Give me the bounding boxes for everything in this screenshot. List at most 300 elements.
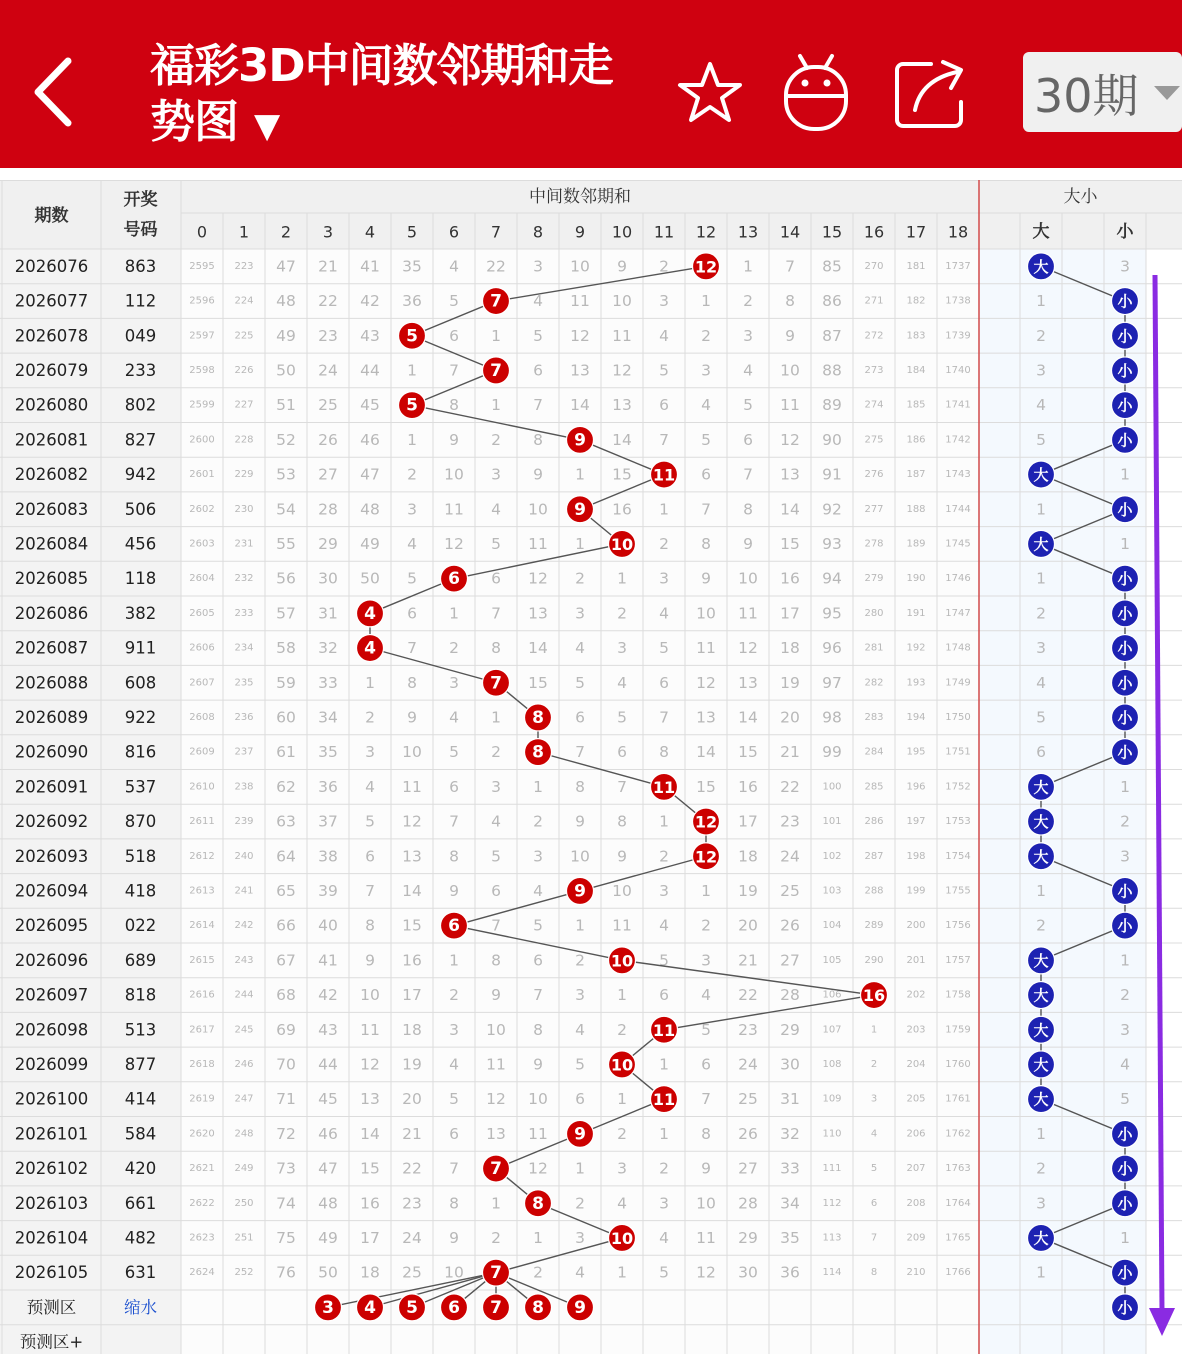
omission-cell: 2 [617,1124,627,1143]
omission-cell: 11 [612,916,632,935]
omission-cell: 97 [822,673,842,692]
omission-cell: 236 [234,711,254,723]
omission-cell: 10 [696,604,716,623]
omission-cell: 47 [360,465,380,484]
omission-cell: 104 [822,920,842,932]
omission-cell: 4 [701,986,711,1005]
omission-cell: 16 [402,951,422,970]
size-omission-cell: 1 [1036,881,1046,900]
hit-ball [483,357,510,384]
row-period: 2026103 [14,1193,89,1213]
omission-cell: 11 [444,500,464,519]
svg-text:小: 小 [1117,708,1133,727]
omission-cell: 1 [491,396,501,415]
omission-cell: 47 [318,1159,338,1178]
hit-ball [609,530,636,557]
omission-cell: 33 [318,673,338,692]
size-omission-cell: 3 [1120,847,1130,866]
omission-cell: 1740 [945,364,971,376]
omission-cell: 50 [318,1263,338,1282]
omission-cell: 181 [906,260,926,272]
svg-text:小: 小 [1117,396,1133,415]
omission-cell: 2595 [189,260,215,272]
omission-cell: 43 [318,1020,338,1039]
omission-cell: 25 [780,881,800,900]
omission-cell: 205 [906,1093,926,1105]
omission-cell: 6 [617,743,627,762]
svg-text:小: 小 [1117,1264,1133,1283]
omission-cell: 209 [906,1232,926,1244]
omission-cell: 240 [234,850,254,862]
omission-cell: 33 [780,1159,800,1178]
omission-cell: 1748 [945,642,971,654]
omission-cell: 274 [864,399,884,411]
svg-text:8: 8 [532,707,544,728]
row-period: 2026092 [14,812,89,832]
omission-cell: 11 [738,604,758,623]
omission-cell: 283 [864,711,884,723]
omission-cell: 14 [570,396,590,415]
omission-cell: 229 [234,469,254,481]
omission-cell: 8 [659,743,669,762]
omission-cell: 8 [533,430,543,449]
omission-cell: 3 [659,881,669,900]
row-period: 2026079 [14,360,89,380]
omission-cell: 27 [738,1159,758,1178]
omission-cell: 69 [276,1020,296,1039]
omission-cell: 20 [738,916,758,935]
omission-cell: 2622 [189,1197,215,1209]
omission-cell: 8 [491,639,501,658]
omission-cell: 23 [780,812,800,831]
omission-cell: 1752 [945,781,971,793]
size-ball [1028,1051,1055,1078]
size-ball [1112,1120,1139,1147]
omission-cell: 8 [785,292,795,311]
omission-cell: 3 [575,1228,585,1247]
svg-text:9: 9 [574,430,586,451]
row-draw-number: 922 [124,707,157,727]
row-period: 2026088 [14,673,89,693]
size-omission-cell: 1 [1036,292,1046,311]
omission-cell: 62 [276,777,296,796]
svg-text:小: 小 [1117,639,1133,658]
omission-cell: 1 [617,569,627,588]
omission-cell: 26 [738,1124,758,1143]
hit-ball [693,843,720,870]
omission-cell: 23 [738,1020,758,1039]
size-ball [1028,1086,1055,1113]
svg-text:11: 11 [652,1090,676,1110]
omission-cell: 1 [575,534,585,553]
omission-cell: 284 [864,746,884,758]
omission-cell: 2603 [189,538,215,550]
omission-cell: 241 [234,885,254,897]
omission-cell: 25 [402,1263,422,1282]
forecast-ball [441,1294,468,1321]
omission-cell: 3 [491,777,501,796]
omission-cell: 9 [617,847,627,866]
size-omission-cell: 3 [1036,639,1046,658]
back-chevron-icon[interactable] [30,55,76,129]
omission-cell: 1 [701,292,711,311]
omission-cell: 197 [906,816,926,828]
row-period: 2026083 [14,499,89,519]
omission-cell: 8 [533,1020,543,1039]
omission-cell: 11 [570,292,590,311]
omission-cell: 1 [870,1024,878,1036]
period-select[interactable] [1023,52,1182,132]
omission-cell: 1760 [945,1058,971,1070]
omission-cell: 2 [491,743,501,762]
omission-cell: 85 [822,257,842,276]
omission-cell: 1 [407,361,417,380]
omission-cell: 226 [234,364,254,376]
row-draw-number: 802 [124,395,157,415]
forecast-label: 预测区 [26,1297,77,1317]
omission-cell: 13 [696,708,716,727]
omission-cell: 24 [318,361,338,380]
row-draw-number: 818 [124,985,157,1005]
omission-cell: 57 [276,604,296,623]
omission-cell: 112 [822,1197,842,1209]
size-ball [1112,635,1139,662]
omission-cell: 2 [365,708,375,727]
omission-cell: 10 [444,465,464,484]
omission-cell: 37 [318,812,338,831]
omission-cell: 5 [743,396,753,415]
omission-cell: 2607 [189,677,215,689]
hit-ball [609,1051,636,1078]
omission-cell: 1 [617,986,627,1005]
omission-cell: 2599 [189,399,215,411]
omission-cell: 4 [491,812,501,831]
hit-ball [357,600,384,627]
omission-cell: 12 [528,569,548,588]
size-ball [1028,808,1055,835]
svg-text:11: 11 [652,1020,676,1040]
hit-ball [693,253,720,280]
omission-cell: 46 [360,430,380,449]
row-period: 2026093 [14,846,89,866]
omission-cell: 192 [906,642,926,654]
omission-cell: 4 [659,916,669,935]
svg-text:10: 10 [610,951,634,971]
row-period: 2026104 [14,1228,89,1248]
omission-cell: 9 [449,1228,459,1247]
svg-text:小: 小 [1117,327,1133,346]
col-header-draw-line2: 号码 [123,220,158,240]
omission-cell: 3 [659,292,669,311]
omission-cell: 2605 [189,607,215,619]
omission-cell: 238 [234,781,254,793]
omission-cell: 185 [906,399,926,411]
omission-cell: 1749 [945,677,971,689]
star-icon[interactable] [676,60,744,126]
omission-cell: 76 [276,1263,296,1282]
omission-cell: 3 [533,257,543,276]
omission-cell: 34 [780,1194,800,1213]
omission-cell: 6 [365,847,375,866]
omission-cell: 49 [318,1228,338,1247]
omission-cell: 13 [780,465,800,484]
size-ball [1112,912,1139,939]
omission-cell: 63 [276,812,296,831]
size-omission-cell: 4 [1036,673,1046,692]
omission-cell: 4 [617,673,627,692]
sum-col-header: 16 [863,222,885,242]
omission-cell: 7 [659,708,669,727]
size-ball [1112,565,1139,592]
size-omission-cell: 3 [1036,361,1046,380]
omission-cell: 39 [318,881,338,900]
omission-cell: 1 [365,673,375,692]
omission-cell: 2 [617,1020,627,1039]
size-ball [1028,1224,1055,1251]
omission-cell: 8 [701,1124,711,1143]
title-dropdown-caret-icon[interactable]: ▼ [254,106,280,146]
omission-cell: 1 [617,1090,627,1109]
omission-cell: 45 [360,396,380,415]
svg-text:小: 小 [1117,917,1133,936]
robot-icon[interactable] [780,50,852,134]
omission-cell: 36 [318,777,338,796]
omission-cell: 17 [738,812,758,831]
size-omission-cell: 2 [1036,326,1046,345]
omission-cell: 202 [906,989,926,1001]
size-omission-cell: 1 [1036,569,1046,588]
omission-cell: 6 [491,881,501,900]
size-omission-cell: 4 [1036,396,1046,415]
omission-cell: 2610 [189,781,215,793]
omission-cell: 20 [780,708,800,727]
hit-ball [525,1190,552,1217]
share-icon[interactable] [893,58,969,130]
omission-cell: 5 [617,708,627,727]
omission-cell: 2 [701,916,711,935]
omission-cell: 102 [822,850,842,862]
page-title-line1: 福彩3D中间数邻期和走 [150,39,613,92]
size-ball [1112,739,1139,766]
omission-cell: 3 [659,569,669,588]
svg-text:小: 小 [1117,500,1133,519]
omission-cell: 2620 [189,1128,215,1140]
omission-cell: 11 [780,396,800,415]
omission-cell: 3 [701,361,711,380]
omission-cell: 1764 [945,1197,971,1209]
omission-cell: 2600 [189,434,215,446]
omission-cell: 48 [318,1194,338,1213]
svg-text:4: 4 [364,638,376,659]
omission-cell: 13 [402,847,422,866]
size-ball [1112,496,1139,523]
sum-col-header: 10 [611,222,633,242]
row-period: 2026089 [14,707,89,727]
omission-cell: 16 [738,777,758,796]
omission-cell: 21 [780,743,800,762]
omission-cell: 271 [864,295,884,307]
omission-cell: 3 [701,951,711,970]
omission-cell: 12 [696,673,716,692]
omission-cell: 17 [360,1228,380,1247]
row-draw-number: 482 [124,1228,157,1248]
hit-ball [441,565,468,592]
omission-cell: 14 [528,639,548,658]
sum-col-header: 18 [947,222,969,242]
hit-ball [861,982,888,1009]
omission-cell: 5 [365,812,375,831]
size-ball [1028,1016,1055,1043]
omission-cell: 14 [780,500,800,519]
svg-text:小: 小 [1117,674,1133,693]
size-omission-cell: 5 [1036,430,1046,449]
omission-cell: 280 [864,607,884,619]
omission-cell: 195 [906,746,926,758]
omission-cell: 194 [906,711,926,723]
omission-cell: 2619 [189,1093,215,1105]
hit-ball [567,426,594,453]
omission-cell: 22 [486,257,506,276]
row-draw-number: 233 [124,360,157,380]
omission-cell: 16 [780,569,800,588]
svg-text:小: 小 [1117,882,1133,901]
hit-ball [483,288,510,315]
omission-cell: 5 [449,292,459,311]
omission-cell: 1743 [945,469,971,481]
omission-cell: 2 [407,465,417,484]
omission-cell: 8 [365,916,375,935]
omission-cell: 225 [234,330,254,342]
size-ball [1112,1155,1139,1182]
omission-cell: 36 [780,1263,800,1282]
omission-cell: 21 [402,1124,422,1143]
omission-cell: 4 [870,1128,878,1140]
omission-cell: 1738 [945,295,971,307]
omission-cell: 42 [318,986,338,1005]
omission-cell: 1 [575,1159,585,1178]
omission-cell: 7 [870,1232,878,1244]
omission-cell: 26 [318,430,338,449]
omission-cell: 17 [402,986,422,1005]
omission-cell: 6 [659,986,669,1005]
svg-text:大: 大 [1033,1229,1049,1248]
page-title[interactable] [150,38,650,154]
size-omission-cell: 2 [1036,1159,1046,1178]
row-draw-number: 689 [124,950,157,970]
omission-cell: 40 [318,916,338,935]
omission-cell: 4 [743,361,753,380]
sum-col-header: 1 [238,222,250,242]
omission-cell: 21 [318,257,338,276]
omission-cell: 65 [276,881,296,900]
omission-cell: 9 [449,430,459,449]
omission-cell: 3 [659,1194,669,1213]
svg-text:大: 大 [1033,1021,1049,1040]
omission-cell: 27 [780,951,800,970]
omission-cell: 35 [318,743,338,762]
omission-cell: 15 [780,534,800,553]
svg-text:小: 小 [1117,1125,1133,1144]
omission-cell: 2 [659,1159,669,1178]
row-period: 2026096 [14,950,89,970]
omission-cell: 1747 [945,607,971,619]
omission-cell: 5 [491,847,501,866]
omission-cell: 21 [738,951,758,970]
svg-text:8: 8 [532,1193,544,1214]
omission-cell: 7 [449,361,459,380]
row-period: 2026087 [14,638,89,658]
trend-chart [0,180,1182,1354]
omission-cell: 105 [822,954,842,966]
omission-cell: 186 [906,434,926,446]
omission-cell: 41 [360,257,380,276]
omission-cell: 1756 [945,920,971,932]
size-omission-cell: 1 [1036,1124,1046,1143]
row-period: 2026095 [14,916,89,936]
omission-cell: 204 [906,1058,926,1070]
omission-cell: 113 [822,1232,842,1244]
size-ball [1028,843,1055,870]
omission-cell: 68 [276,986,296,1005]
omission-cell: 1746 [945,573,971,585]
omission-cell: 234 [234,642,254,654]
omission-cell: 5 [575,1055,585,1074]
hit-ball [567,1120,594,1147]
svg-text:大: 大 [1033,466,1049,485]
omission-cell: 7 [659,430,669,449]
omission-cell: 245 [234,1024,254,1036]
row-draw-number: 863 [124,256,157,276]
omission-cell: 206 [906,1128,926,1140]
omission-cell: 1 [575,916,585,935]
omission-cell: 3 [617,1159,627,1178]
omission-cell: 10 [402,743,422,762]
omission-cell: 1 [449,951,459,970]
size-ball [1028,253,1055,280]
omission-cell: 87 [822,326,842,345]
omission-cell: 5 [491,534,501,553]
omission-cell: 38 [318,847,338,866]
omission-cell: 1 [449,604,459,623]
omission-cell: 9 [491,986,501,1005]
omission-cell: 10 [780,361,800,380]
omission-cell: 3 [870,1093,878,1105]
omission-cell: 19 [402,1055,422,1074]
svg-text:小: 小 [1117,570,1133,589]
sum-col-header: 4 [364,222,376,242]
omission-cell: 6 [491,569,501,588]
omission-cell: 251 [234,1232,254,1244]
hit-ball [609,1224,636,1251]
omission-cell: 19 [738,881,758,900]
sum-col-header: 2 [280,222,292,242]
omission-cell: 32 [318,639,338,658]
forecast-shrink-link[interactable]: 缩水 [124,1297,157,1317]
omission-cell: 290 [864,954,884,966]
omission-cell: 1739 [945,330,971,342]
omission-cell: 16 [360,1194,380,1213]
omission-cell: 252 [234,1267,254,1279]
omission-cell: 6 [701,1055,711,1074]
row-period: 2026101 [14,1124,89,1144]
omission-cell: 2606 [189,642,215,654]
omission-cell: 48 [360,500,380,519]
row-draw-number: 584 [124,1124,157,1144]
size-omission-cell: 1 [1120,777,1130,796]
omission-cell: 7 [365,881,375,900]
size-omission-cell: 1 [1120,534,1130,553]
omission-cell: 7 [575,743,585,762]
